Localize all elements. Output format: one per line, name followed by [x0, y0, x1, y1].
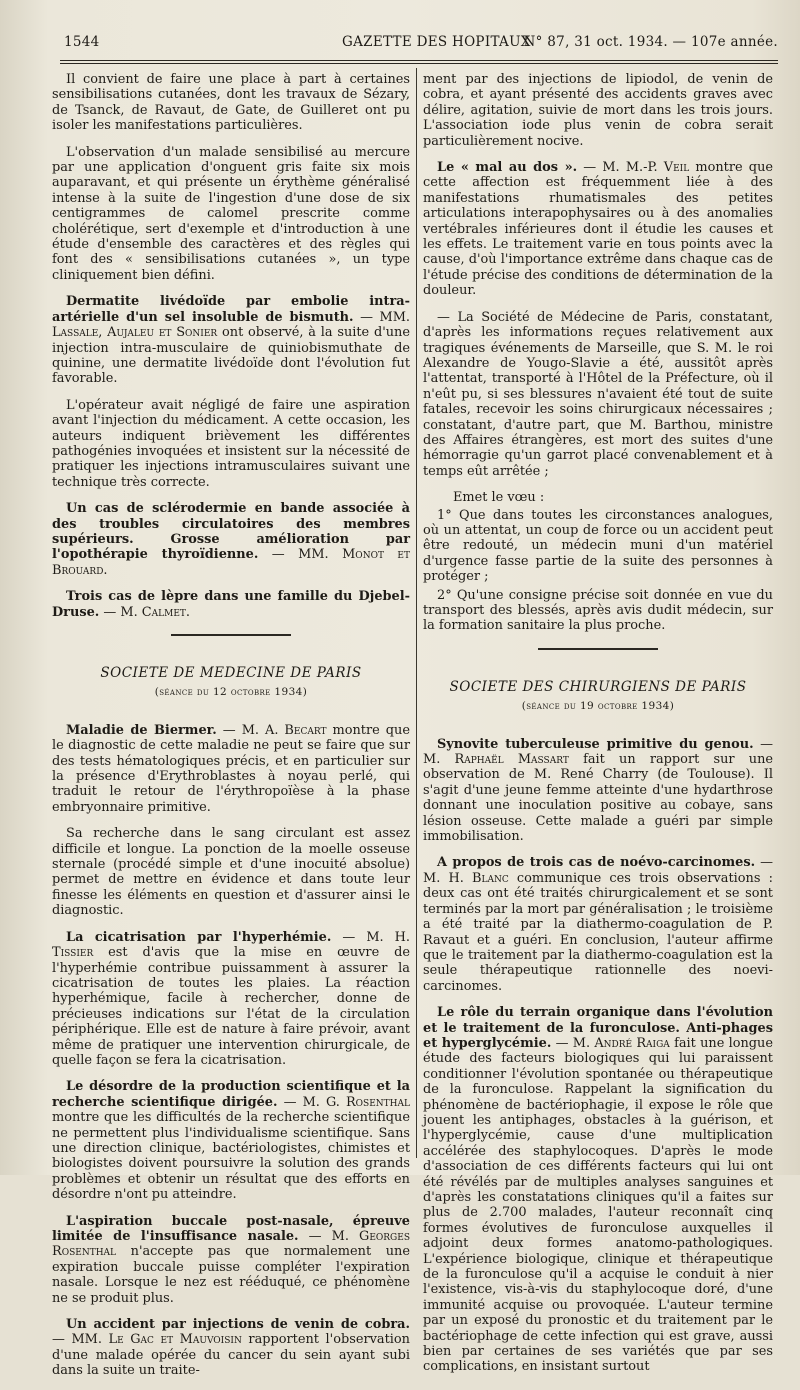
article-desordre: Le désordre de la production scientifique et la recherche scientifique dirigée. — M. G. Rosenthal montre que les difficultés de la recherche scientifique ne permettent plus l'individualisme scientifique. Sans une direction clinique, bactériologistes, chimistes et biologistes doivent poursuivre la solution des grands problèmes et obtenir un résultat que des efforts en désordre n'ont pu atteindre.: [52, 1079, 410, 1203]
article-title: Trois cas de lèpre dans une famille du Djebel-Druse.: [52, 589, 410, 620]
page-number: 1544: [64, 34, 100, 50]
article-title: Maladie de Biermer.: [66, 722, 217, 738]
article-biermer: Maladie de Biermer. — M. A. Becart montre que le diagnostic de cette maladie ne peut se faire que sur des tests hématologiques précis, et en particulier sur la présence d'Erythroblastes à noyau perlé, qui traduit le retour de l'érythropoïèse à la phase embryonnaire primitive.: [52, 722, 410, 815]
paragraph-intro: Il convient de faire une place à part à certaines sensibilisations cutanées, dont les travaux de Sézary, de Tsanck, de Ravaut, de Gate, de Guilleret ont pu isoler les manifestations particulières.: [52, 72, 410, 134]
article-title: A propos de trois cas de noévo-carcinomes.: [437, 855, 756, 871]
article-noevo: A propos de trois cas de noévo-carcinomes. — M. H. Blanc communique ces trois observations : deux cas ont été traités chirurgicalement et se sont terminés par la mort par généralisation ; le troisième a été traité par la diathermo-coagulation de P. Ravaut et a guéri. En conclusion, l'auteur affirme que le traitement par la diathermo-coagulation est la seule thérapeutique rationnelle des noevi-carcinomes.: [423, 855, 773, 994]
section-divider: [171, 634, 291, 636]
article-dermatite: Dermatite livédoïde par embolie intra-artérielle d'un sel insoluble de bismuth. — MM. Lassale, Aujaleu et Sonier ont observé, à la suite d'une injection intra-musculaire de quiniobismuthate de quinine, une dermatite livédoïde dont l'évolution fut favorable.: [52, 294, 410, 387]
society-heading: SOCIETE DE MEDECINE DE PARIS: [100, 665, 362, 681]
article-text: montre que les difficultés de la recherche scientifique ne permettent plus l'individualisme scientifique. Sans une direction clinique, bactériologistes, chimistes et biologistes doivent poursuivre la solution des grands problèmes et obtenir un résultat que des efforts en désordre n'ont pu atteindre.: [52, 1110, 410, 1203]
article-authors: M. H. Blanc: [423, 870, 509, 886]
article-authors: MM. Lassale, Aujaleu et Sonier: [52, 309, 410, 341]
article-furonculose: Le rôle du terrain organique dans l'évolution et le traitement de la furonculose. Anti-phages et hyperglycémie. — M. André Raiga fait une longue étude des facteurs biologiques qui lui paraissent conditionner l'évolution spontanée ou thérapeutique de la furonculose. Rappelant la signification du phénomène de bactériophagie, il expose le rôle que jouent les antiphages, obstacles à la guérison, et l'hyperglycémie, cause d'une multiplication accélérée des staphylocoques. D'après le mode d'association de ces différents facteurs qui lui ont été révélés par de multiples analyses sanguines et d'après les constatations cliniques qu'il a faites sur plus de 2.700 malades, l'auteur reconnaît cinq formes évolutives de furonculose auxquelles il adjoint deux formes anatomo-pathologiques. L'expérience biologique, clinique et thérapeutique de la furonculose qu'il a acquise le conduit à nier l'existence, vis-à-vis du staphylocoque doré, d'une immunité acquise ou provoquée. L'auteur termine par un exposé du pronostic et du traitement par le bactériophage de cette infection qui est grave, aussi bien par certaines de ses variétés que par ses complications, en insistant surtout: [423, 1005, 773, 1375]
article-lepre: Trois cas de lèpre dans une famille du Djebel-Druse. — M. Calmet.: [52, 589, 410, 620]
voeu-text: La Société de Médecine de Paris, constatant, d'après les informations reçues relativement aux tragiques événements de Marseille, que S. M. le roi Alexandre de Yougo-Slavie a été, aussitôt après l'attentat, transporté à l'Hôtel de la Préfecture, où il n'eût pu, si ses blessures n'avaient été tout de suite fatales, recevoir les soins chirurgicaux nécessaires ; constatant, d'autre part, que M. Barthou, ministre des Affaires étrangères, est mort des suites d'une hémorragie qu'un garrot placé convenablement et à temps eût arrêtée ;: [423, 309, 773, 479]
page-header: [60, 34, 778, 58]
voeu-item-2: 2° Qu'une consigne précise soit donnée en vue du transport des blessés, après avis dudit médecin, sur la formation sanitaire la plus proche.: [423, 587, 773, 634]
article-synovite: Synovite tuberculeuse primitive du genou. — M. Raphaël Massart fait un rapport sur une observation de M. René Charry (de Toulouse). Il s'agit d'une jeune femme atteinte d'une hydarthrose donnant une inoculation positive au cobaye, sans lésion osseuse. Cette malade a guéri par simple immobilisation.: [423, 736, 773, 845]
header-rule-double: [60, 63, 778, 64]
seance-date: (séance du 12 octobre 1934): [154, 686, 308, 699]
issue-date: N° 87, 31 oct. 1934. — 107e année.: [523, 34, 778, 50]
article-aspiration: L'aspiration buccale post-nasale, épreuve limitée de l'insuffisance nasale. — M. Georges Rosenthal n'accepte pas que normalement une expiration buccale puisse compléter l'expiration nasale. Lorsque le nez est rééduqué, ce phénomène ne se produit plus.: [52, 1213, 410, 1306]
article-authors: M. Raphaël Massart: [423, 752, 569, 768]
article-title: Synovite tuberculeuse primitive du genou.: [437, 736, 754, 752]
paragraph-voeu: — La Société de Médecine de Paris, constatant, d'après les informations reçues relativement aux tragiques événements de Marseille, que S. M. le roi Alexandre de Yougo-Slavie a été, aussitôt après l'attentat, transporté à l'Hôtel de la Préfecture, où il n'eût pu, si ses blessures n'avaient été tout de suite fatales, recevoir les soins chirurgicaux nécessaires ; constatant, d'autre part, que M. Barthou, ministre des Affaires étrangères, est mort des suites d'une hémorragie qu'un garrot placé convenablement et à temps eût arrêtée ;: [423, 309, 773, 479]
article-authors: M. Georges Rosenthal: [52, 1229, 410, 1260]
article-title: La cicatrisation par l'hyperhémie.: [66, 929, 332, 945]
section-divider: [538, 648, 658, 650]
article-authors: MM. Le Gac et Mauvoisin: [71, 1332, 242, 1348]
article-text: rapportent l'observation d'une malade opérée du cancer du sein ayant subi dans la suite un traite-: [52, 1332, 410, 1379]
article-text: est d'avis que la mise en œuvre de l'hyperhémie contribue puissamment à assurer la cicatrisation de toutes les plaies. La réaction hyperhémique, facile à rechercher, donne de précieuses indications sur l'état de la circulation périphérique. Elle est de nature à faire prévoir, avant même de pratiquer une intervention chirurgicale, de quelle façon se fera la cicatrisation.: [52, 945, 410, 1068]
journal-title: GAZETTE DES HOPITAUX: [342, 34, 531, 50]
article-title: L'aspiration buccale post-nasale, épreuve limitée de l'insuffisance nasale.: [52, 1213, 410, 1244]
paragraph-dermatite-2: L'opérateur avait négligé de faire une aspiration avant l'injection du médicament. A cette occasion, les auteurs indiquent brièvement les différentes pathogénies invoquées et insistent sur la nécessité de pratiquer les injections intramusculaires suivant une technique très correcte.: [52, 397, 410, 490]
article-text: fait une longue étude des facteurs biologiques qui lui paraissent conditionner l'évolution spontanée ou thérapeutique de la furonculose. Rappelant la signification du phénomène de bactériophagie, il expose le rôle que jouent les antiphages, obstacles à la guérison, et l'hyperglycémie, cause d'une multiplication accélérée des staphylocoques. D'après le mode d'association de ces différents facteurs qui lui ont été révélés par de multiples analyses sanguines et d'après les constatations cliniques qu'il a faites sur plus de 2.700 malades, l'auteur reconnaît cinq formes évolutives de furonculose auxquelles il adjoint deux formes anatomo-pathologiques. L'expérience biologique, clinique et thérapeutique de la furonculose qu'il a acquise le conduit à nier l'existence, vis-à-vis du staphylocoque doré, d'une immunité acquise ou provoquée. L'auteur termine par un exposé du pronostic et du traitement par le bactériophage de cette infection qui est grave, aussi bien par certaines de ses variétés que par ses complications, en insistant surtout: [423, 1035, 773, 1375]
article-sclero: Un cas de sclérodermie en bande associée à des troubles circulatoires des membres supérieurs. Grosse amélioration par l'opothérapie thyroïdienne. — MM. Monot et Brouard.: [52, 501, 410, 578]
voeu-emet: Emet le vœu :: [453, 490, 545, 506]
article-title: Le désordre de la production scientifique et la recherche scientifique dirigée.: [52, 1079, 410, 1110]
article-title: Dermatite livédoïde par embolie intra-artérielle d'un sel insoluble de bismuth.: [52, 294, 410, 325]
article-authors: M. M.-P. Veil: [602, 160, 690, 176]
article-authors: M. A. Becart: [241, 722, 327, 738]
article-authors: M. André Raiga: [572, 1035, 670, 1051]
article-authors: MM. Monot et Brouard.: [52, 547, 410, 578]
article-text: n'accepte pas que normalement une expiration buccale puisse compléter l'expiration nasale. Lorsque le nez est rééduqué, ce phénomène ne se produit plus.: [52, 1244, 410, 1306]
article-authors: M. Calmet.: [120, 604, 191, 620]
right-column: [423, 72, 773, 1386]
article-text: ont observé, à la suite d'une injection intra-musculaire de quiniobismuthate de quinine, une dermatite livédoïde dont l'évolution fut favorable.: [52, 325, 410, 387]
article-cicatrisation: La cicatrisation par l'hyperhémie. — M. H. Tissier est d'avis que la mise en œuvre de l'hyperhémie contribue puissamment à assurer la cicatrisation de toutes les plaies. La réaction hyperhémique, facile à rechercher, donne de précieuses indications sur l'état de la circulation périphérique. Elle est de nature à faire prévoir, avant même de pratiquer une intervention chirurgicale, de quelle façon se fera la cicatrisation.: [52, 929, 410, 1068]
header-rule: [60, 60, 778, 61]
voeu-item-1: 1° Que dans toutes les circonstances analogues, où un attentat, un coup de force ou un accident peut être redouté, un médecin muni d'un matériel d'urgence fasse partie de la suite des personnes à protéger ;: [423, 507, 773, 585]
article-cobra: Un accident par injections de venin de cobra. — MM. Le Gac et Mauvoisin rapportent l'observation d'une malade opérée du cancer du sein ayant subi dans la suite un traite-: [52, 1317, 410, 1379]
society-heading: SOCIETE DES CHIRURGIENS DE PARIS: [449, 678, 747, 695]
article-authors: M. H. Tissier: [52, 929, 410, 961]
article-mal-au-dos: Le « mal au dos ». — M. M.-P. Veil montre que cette affection est fréquemment liée à des manifestations rhumatismales des petites articulations interapophysaires ou à des anomalies vertébrales inférieures dont il étudie les causes et les effets. Le traitement varie en tous points avec la cause, d'où l'importance extrême dans chaque cas de l'étude précise des conditions de détermination de la douleur.: [423, 160, 773, 299]
article-title: Le « mal au dos ».: [437, 160, 578, 176]
article-title: Un cas de sclérodermie en bande associée à des troubles circulatoires des membres supérieurs. Grosse amélioration par l'opothérapie thyroïdienne.: [52, 501, 410, 563]
left-column: [52, 72, 410, 1390]
column-divider: [416, 68, 417, 1158]
article-text: montre que cette affection est fréquemment liée à des manifestations rhumatismales des petites articulations interapophysaires ou à des anomalies vertébrales inférieures dont il étudie les causes et les effets. Le traitement varie en tous points avec la cause, d'où l'importance extrême dans chaque cas de l'étude précise des conditions de détermination de la douleur.: [423, 160, 773, 299]
article-title: Le rôle du terrain organique dans l'évolution et le traitement de la furonculose. Anti-phages et hyperglycémie.: [423, 1005, 773, 1051]
article-authors: M. G. Rosenthal: [302, 1094, 410, 1110]
paragraph-mercure: L'observation d'un malade sensibilisé au mercure par une application d'onguent gris faite six mois auparavant, et qui présente un érythème généralisé intense à la suite de l'ingestion d'une dose de six centigrammes de calomel prescrite comme cholérétique, sert d'exemple et d'introduction à une étude d'ensemble des caractères et des règles qui font des « sensibilisations cutanées », un type cliniquement bien défini.: [52, 144, 410, 283]
article-text: communique ces trois observations : deux cas ont été traités chirurgicalement et se sont terminés par la mort par généralisation ; le troisième a été traité par la diathermo-coagulation de P. Ravaut et a guéri. En conclusion, l'auteur affirme que le traitement par la diathermo-coagulation est la seule thérapeutique rationnelle des noevi-carcinomes.: [423, 870, 773, 994]
article-title: Un accident par injections de venin de cobra.: [66, 1317, 410, 1333]
seance-date: (séance du 19 octobre 1934): [521, 700, 675, 713]
article-text: montre que le diagnostic de cette maladie ne peut se faire que sur des tests hématologiques précis, et en particulier sur la présence d'Erythroblastes à noyau perlé, qui traduit le retour de l'érythropoïèse à la phase embryonnaire primitive.: [52, 722, 410, 815]
paragraph-cobra-continued: ment par des injections de lipiodol, de venin de cobra, et ayant présenté des accidents graves avec délire, agitation, suivie de mort dans les trois jours. L'association iode plus venin de cobra serait particulièrement nocive.: [423, 72, 773, 149]
article-text: fait un rapport sur une observation de M. René Charry (de Toulouse). Il s'agit d'une jeune femme atteinte d'une hydarthrose donnant une inoculation positive au cobaye, sans lésion osseuse. Cette malade a guéri par simple immobilisation.: [423, 752, 773, 845]
paragraph-biermer-2: Sa recherche dans le sang circulant est assez difficile et longue. La ponction de la moelle osseuse sternale (procédé simple et d'une inocuité absolue) permet de mettre en évidence et dans toute leur finesse les éléments en question et d'assurer ainsi le diagnostic.: [52, 826, 410, 919]
